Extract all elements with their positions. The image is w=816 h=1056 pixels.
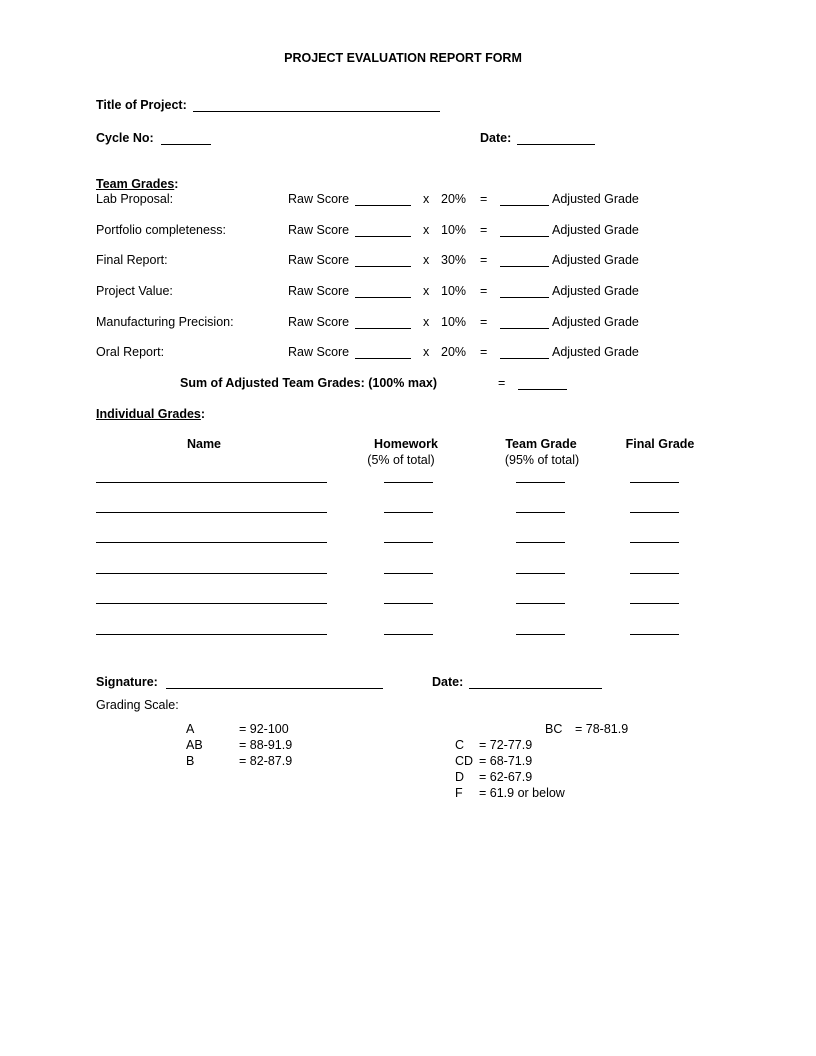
adjusted-grade-label: Adjusted Grade	[552, 192, 639, 206]
project-title-line[interactable]	[193, 111, 440, 112]
col-name-header: Name	[186, 437, 222, 451]
name-line[interactable]	[96, 603, 327, 604]
weight-value: 20%	[441, 345, 467, 359]
col-team-sub: (95% of total)	[504, 453, 580, 467]
team-grade-line[interactable]	[516, 482, 565, 483]
team-row-label: Project Value:	[96, 284, 173, 298]
homework-line[interactable]	[384, 542, 433, 543]
equals-sign: =	[480, 223, 488, 237]
team-grade-line[interactable]	[516, 603, 565, 604]
equals-sign: =	[480, 192, 488, 206]
col-homework-sub: (5% of total)	[367, 453, 435, 467]
final-grade-line[interactable]	[630, 542, 679, 543]
raw-score-label: Raw Score	[288, 315, 350, 329]
times-sign: x	[423, 253, 430, 267]
team-grade-line[interactable]	[516, 512, 565, 513]
scale-range: = 78-81.9	[575, 722, 629, 736]
scale-range: = 72-77.9	[479, 738, 533, 752]
scale-range: = 88-91.9	[239, 738, 293, 752]
raw-score-line[interactable]	[355, 236, 411, 237]
date-line[interactable]	[517, 144, 595, 145]
scale-grade: C	[455, 738, 465, 752]
adjusted-grade-label: Adjusted Grade	[552, 284, 639, 298]
team-row-label: Oral Report:	[96, 345, 165, 359]
weight-value: 10%	[441, 284, 467, 298]
times-sign: x	[423, 284, 430, 298]
name-line[interactable]	[96, 542, 327, 543]
times-sign: x	[423, 315, 430, 329]
footer-date-line[interactable]	[469, 688, 602, 689]
scale-range: = 68-71.9	[479, 754, 533, 768]
raw-score-line[interactable]	[355, 328, 411, 329]
weight-value: 10%	[441, 223, 467, 237]
team-row-label: Manufacturing Precision:	[96, 315, 234, 329]
raw-score-line[interactable]	[355, 205, 411, 206]
times-sign: x	[423, 192, 430, 206]
signature-label: Signature:	[96, 675, 158, 689]
raw-score-line[interactable]	[355, 297, 411, 298]
name-line[interactable]	[96, 634, 327, 635]
name-line[interactable]	[96, 512, 327, 513]
cycle-no-label: Cycle No:	[96, 131, 154, 145]
cycle-no-line[interactable]	[161, 144, 211, 145]
col-final-header: Final Grade	[625, 437, 695, 451]
scale-grade: D	[455, 770, 465, 784]
sum-line[interactable]	[518, 389, 567, 390]
weight-value: 20%	[441, 192, 467, 206]
weight-value: 30%	[441, 253, 467, 267]
sum-equals: =	[498, 376, 506, 390]
team-grade-line[interactable]	[516, 634, 565, 635]
scale-range: = 82-87.9	[239, 754, 293, 768]
homework-line[interactable]	[384, 512, 433, 513]
col-homework-header: Homework	[374, 437, 438, 451]
adjusted-grade-label: Adjusted Grade	[552, 345, 639, 359]
final-grade-line[interactable]	[630, 482, 679, 483]
scale-range: = 61.9 or below	[479, 786, 565, 800]
footer-date-label: Date:	[432, 675, 464, 689]
form-title: PROJECT EVALUATION REPORT FORM	[284, 51, 522, 65]
grading-scale-label: Grading Scale:	[96, 698, 179, 712]
name-line[interactable]	[96, 482, 327, 483]
name-line[interactable]	[96, 573, 327, 574]
equals-sign: =	[480, 284, 488, 298]
homework-line[interactable]	[384, 603, 433, 604]
equals-sign: =	[480, 345, 488, 359]
equals-sign: =	[480, 315, 488, 329]
adjusted-grade-label: Adjusted Grade	[552, 315, 639, 329]
homework-line[interactable]	[384, 482, 433, 483]
adjusted-grade-line[interactable]	[500, 205, 549, 206]
team-row-label: Final Report:	[96, 253, 168, 267]
scale-grade: F	[455, 786, 463, 800]
raw-score-line[interactable]	[355, 358, 411, 359]
adjusted-grade-line[interactable]	[500, 297, 549, 298]
raw-score-line[interactable]	[355, 266, 411, 267]
raw-score-label: Raw Score	[288, 223, 350, 237]
homework-line[interactable]	[384, 573, 433, 574]
times-sign: x	[423, 345, 430, 359]
adjusted-grade-label: Adjusted Grade	[552, 223, 639, 237]
signature-line[interactable]	[166, 688, 383, 689]
final-grade-line[interactable]	[630, 512, 679, 513]
scale-grade: B	[186, 754, 195, 768]
scale-range: = 62-67.9	[479, 770, 533, 784]
final-grade-line[interactable]	[630, 634, 679, 635]
scale-grade: AB	[186, 738, 203, 752]
team-grade-line[interactable]	[516, 542, 565, 543]
scale-range: = 92-100	[239, 722, 289, 736]
final-grade-line[interactable]	[630, 603, 679, 604]
project-title-label: Title of Project:	[96, 98, 187, 112]
date-label: Date:	[480, 131, 512, 145]
homework-line[interactable]	[384, 634, 433, 635]
adjusted-grade-line[interactable]	[500, 236, 549, 237]
raw-score-label: Raw Score	[288, 345, 350, 359]
team-row-label: Lab Proposal:	[96, 192, 174, 206]
adjusted-grade-line[interactable]	[500, 328, 549, 329]
scale-grade: CD	[455, 754, 474, 768]
final-grade-line[interactable]	[630, 573, 679, 574]
adjusted-grade-line[interactable]	[500, 266, 549, 267]
team-grades-heading: Team Grades:	[96, 177, 179, 191]
scale-grade: A	[186, 722, 195, 736]
raw-score-label: Raw Score	[288, 253, 350, 267]
times-sign: x	[423, 223, 430, 237]
col-team-header: Team Grade	[505, 437, 577, 451]
equals-sign: =	[480, 253, 488, 267]
scale-grade: BC	[545, 722, 563, 736]
individual-grades-heading: Individual Grades:	[96, 407, 206, 421]
adjusted-grade-label: Adjusted Grade	[552, 253, 639, 267]
weight-value: 10%	[441, 315, 467, 329]
sum-label: Sum of Adjusted Team Grades: (100% max)	[180, 376, 438, 390]
team-grade-line[interactable]	[516, 573, 565, 574]
team-row-label: Portfolio completeness:	[96, 223, 226, 237]
raw-score-label: Raw Score	[288, 284, 350, 298]
raw-score-label: Raw Score	[288, 192, 350, 206]
adjusted-grade-line[interactable]	[500, 358, 549, 359]
